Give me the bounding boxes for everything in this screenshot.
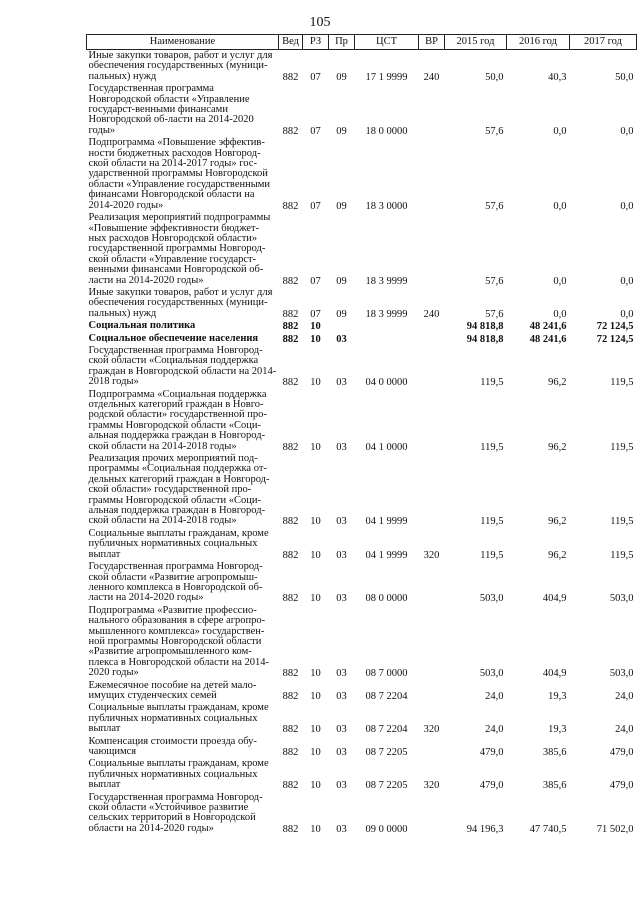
cell-cst: 18 3 0000 <box>365 200 408 212</box>
cell-name: Социальная политика <box>88 320 196 332</box>
header-vr: ВР <box>419 35 445 50</box>
cell-2016: 19,3 <box>548 724 567 736</box>
header-2017: 2017 год <box>570 35 637 50</box>
cell-ved: 882 <box>282 200 299 212</box>
cell-name: Реализация прочих мероприятий под-программы «Социальная поддержка от-дельных категорий граждан в Новгород-ской области» государственной про-граммы Новгородской области «Соци-альная поддержка граждан в Новгород-ской области на 2014-2018 годы» <box>88 453 270 527</box>
cell-name: Иные закупки товаров, работ и услуг для обеспечения государственных (муници-пальных) нужд <box>88 50 273 82</box>
cell-2015: 57,6 <box>485 200 504 212</box>
cell-pr: 09 <box>336 125 347 137</box>
cell-cst: 09 0 0000 <box>365 823 408 835</box>
cell-ved: 882 <box>282 516 299 528</box>
cell-2016: 19,3 <box>548 690 567 702</box>
table-row <box>87 702 637 735</box>
cell-pr: 03 <box>336 441 347 453</box>
table-row <box>87 758 637 791</box>
cell-2017: 0,0 <box>620 125 634 137</box>
cell-2015: 24,0 <box>485 724 504 736</box>
cell-2015: 24,0 <box>485 690 504 702</box>
cell-pr: 09 <box>336 71 347 83</box>
cell-2015: 94 196,3 <box>466 823 504 835</box>
table-row <box>87 137 637 212</box>
cell-pr: 03 <box>336 516 347 528</box>
cell-name: Реализация мероприятий подпрограммы «Повышение эффективности бюджет-ных расходов Новгородской области» государственной программы Новгород-ской области «Управление государст-венными финансами Новгородской об-ласти на 2014-2020 годы» <box>88 212 271 286</box>
cell-vr <box>419 605 445 680</box>
cell-name: Подпрограмма «Повышение эффектив-ности бюджетных расходов Новгород-ской области на 2014-2017 годы» гос-ударственной программы Новгородской области «Управление государственными финансами Новгородской области на 2014-2020 годы» <box>88 137 271 211</box>
table-row <box>87 212 637 287</box>
cell-cst: 08 0 0000 <box>365 593 408 605</box>
cell-cst: 04 1 9999 <box>365 549 408 561</box>
cell-2016: 385,6 <box>542 747 567 758</box>
cell-vr <box>419 680 445 703</box>
cell-vr <box>419 212 445 287</box>
cell-2017: 119,5 <box>610 516 634 528</box>
table-header-row <box>87 35 637 50</box>
cell-rz: 10 <box>310 668 321 680</box>
cell-ved: 882 <box>282 125 299 137</box>
cell-2015: 479,0 <box>479 747 504 758</box>
cell-pr: 03 <box>336 823 347 835</box>
cell-cst: 18 3 9999 <box>365 275 408 287</box>
cell-ved: 882 <box>282 593 299 605</box>
cell-2016: 47 740,5 <box>529 823 567 835</box>
cell-name: Государственная программа Новгород-ской области «Развитие агропромыш-ленного комплекса в Новгородской об-ласти на 2014-2020 годы» <box>88 561 263 604</box>
cell-2016: 48 241,6 <box>529 321 567 333</box>
cell-name: Ежемесячное пособие на детей мало-имущих студенческих семей <box>88 679 257 701</box>
cell-2016: 385,6 <box>542 780 567 792</box>
cell-2017: 503,0 <box>609 668 634 680</box>
cell-pr: 03 <box>336 724 347 736</box>
cell-ved: 882 <box>282 780 299 792</box>
cell-cst: 04 1 0000 <box>365 441 408 453</box>
cell-vr <box>419 320 445 332</box>
cell-pr: 09 <box>336 275 347 287</box>
cell-ved: 882 <box>282 377 299 389</box>
cell-vr <box>419 561 445 605</box>
cell-2015: 503,0 <box>479 593 504 605</box>
cell-2015: 57,6 <box>485 125 504 137</box>
cell-2016: 96,2 <box>548 377 567 389</box>
cell-vr <box>419 83 445 137</box>
cell-cst: 18 3 9999 <box>365 308 408 320</box>
cell-ved: 882 <box>282 549 299 561</box>
cell-name: Государственная программа Новгородской области «Управление государст-венными финансами Новгородской об-ласти на 2014-2020 годы» <box>88 83 254 136</box>
cell-2015: 94 818,8 <box>466 333 504 345</box>
cell-cst: 08 7 2204 <box>365 724 408 736</box>
cell-2017: 71 502,0 <box>596 823 634 835</box>
header-name: Наименование <box>87 35 279 50</box>
cell-2017: 479,0 <box>609 780 634 792</box>
header-rz: РЗ <box>303 35 329 50</box>
cell-cst: 08 7 2205 <box>365 747 408 758</box>
cell-2016: 0,0 <box>553 308 567 320</box>
cell-cst: 04 1 9999 <box>365 516 408 528</box>
cell-2017: 24,0 <box>615 724 634 736</box>
cell-pr: 09 <box>336 308 347 320</box>
cell-2017: 72 124,5 <box>596 333 634 345</box>
cell-rz: 07 <box>310 71 321 83</box>
cell-2015: 119,5 <box>480 441 504 453</box>
cell-2016: 96,2 <box>548 516 567 528</box>
cell-2017: 0,0 <box>620 275 634 287</box>
header-2016: 2016 год <box>507 35 570 50</box>
cell-pr: 03 <box>336 333 347 345</box>
cell-2015: 57,6 <box>485 308 504 320</box>
cell-name: Социальное обеспечение населения <box>88 332 259 344</box>
cell-2017: 119,5 <box>610 549 634 561</box>
cell-pr: 03 <box>336 668 347 680</box>
cell-ved: 882 <box>282 747 299 758</box>
cell-vr: 320 <box>423 724 440 736</box>
cell-pr: 03 <box>336 690 347 702</box>
cell-2017: 50,0 <box>615 71 634 83</box>
cell-vr <box>419 333 445 345</box>
cell-2017: 24,0 <box>615 690 634 702</box>
cell-vr <box>419 792 445 836</box>
cell-rz: 07 <box>310 275 321 287</box>
cell-pr: 03 <box>336 549 347 561</box>
cell-vr: 320 <box>423 780 440 792</box>
cell-vr: 240 <box>423 71 440 83</box>
cell-2016: 96,2 <box>548 549 567 561</box>
header-pr: Пр <box>329 35 355 50</box>
cell-rz: 10 <box>310 441 321 453</box>
header-cst: ЦСТ <box>355 35 419 50</box>
table-row <box>87 680 637 703</box>
cell-vr <box>419 137 445 212</box>
cell-ved: 882 <box>282 71 299 83</box>
cell-2015: 503,0 <box>479 668 504 680</box>
cell-cst: 08 7 2205 <box>365 780 408 792</box>
cell-cst: 08 7 2204 <box>365 690 408 702</box>
cell-2016: 404,9 <box>542 593 567 605</box>
cell-ved: 882 <box>282 321 299 333</box>
cell-2015: 479,0 <box>479 780 504 792</box>
cell-rz: 10 <box>310 549 321 561</box>
cell-rz: 10 <box>310 593 321 605</box>
cell-ved: 882 <box>282 724 299 736</box>
cell-2016: 96,2 <box>548 441 567 453</box>
cell-2016: 0,0 <box>553 275 567 287</box>
cell-name: Подпрограмма «Социальная поддержка отдельных категорий граждан в Новго-родской области» государственной про-граммы Новгородской области «Соци-альная поддержка граждан в Новгород-ской области на 2014-2018 годы» <box>88 388 267 452</box>
table-row <box>87 287 637 320</box>
table-row <box>87 453 637 528</box>
cell-rz: 10 <box>310 823 321 835</box>
cell-2017: 119,5 <box>610 441 634 453</box>
cell-rz: 10 <box>310 724 321 736</box>
cell-pr: 03 <box>336 593 347 605</box>
table-row <box>87 605 637 680</box>
header-ved: Вед <box>279 35 303 50</box>
cell-2017: 503,0 <box>609 593 634 605</box>
cell-rz: 10 <box>310 321 321 333</box>
cell-2016: 40,3 <box>548 71 567 83</box>
cell-pr: 03 <box>336 377 347 389</box>
table-row <box>87 333 637 345</box>
cell-cst: 17 1 9999 <box>365 71 408 83</box>
cell-2017: 479,0 <box>609 747 634 758</box>
cell-2015: 57,6 <box>485 275 504 287</box>
table-row <box>87 736 637 759</box>
page-number: 105 <box>309 15 331 30</box>
cell-rz: 10 <box>310 333 321 345</box>
budget-table <box>86 34 637 835</box>
cell-cst: 04 0 0000 <box>365 377 408 389</box>
cell-cst <box>355 333 419 345</box>
cell-pr: 09 <box>336 200 347 212</box>
cell-2017: 0,0 <box>620 200 634 212</box>
cell-ved: 882 <box>282 690 299 702</box>
cell-2017: 72 124,5 <box>596 321 634 333</box>
table-row <box>87 320 637 332</box>
cell-name: Государственная программа Новгород-ской области «Устойчивое развитие сельских территорий в Новгородской области на 2014-2020 годы» <box>88 791 263 834</box>
cell-ved: 882 <box>282 441 299 453</box>
table-row <box>87 792 637 836</box>
cell-vr: 320 <box>423 549 440 561</box>
cell-rz: 07 <box>310 308 321 320</box>
cell-ved: 882 <box>282 333 299 345</box>
cell-name: Социальные выплаты гражданам, кроме публичных нормативных социальных выплат <box>88 702 269 735</box>
cell-rz: 07 <box>310 125 321 137</box>
cell-pr: 03 <box>336 780 347 792</box>
cell-ved: 882 <box>282 308 299 320</box>
table-row <box>87 389 637 453</box>
cell-name: Компенсация стоимости проезда обу-чающимся <box>88 735 257 757</box>
cell-2017: 119,5 <box>610 377 634 389</box>
cell-2015: 119,5 <box>480 516 504 528</box>
table-row <box>87 83 637 137</box>
cell-2015: 50,0 <box>485 71 504 83</box>
cell-vr <box>419 453 445 528</box>
cell-2016: 404,9 <box>542 668 567 680</box>
cell-pr <box>329 320 355 332</box>
header-2015: 2015 год <box>445 35 507 50</box>
cell-rz: 07 <box>310 200 321 212</box>
cell-2017: 0,0 <box>620 308 634 320</box>
cell-name: Иные закупки товаров, работ и услуг для обеспечения государственных (муници-пальных) нужд <box>88 286 273 319</box>
cell-vr <box>419 345 445 389</box>
cell-ved: 882 <box>282 668 299 680</box>
cell-2015: 119,5 <box>480 549 504 561</box>
cell-2015: 119,5 <box>480 377 504 389</box>
table-body <box>87 50 637 836</box>
table-row <box>87 561 637 605</box>
cell-rz: 10 <box>310 690 321 702</box>
cell-cst <box>355 320 419 332</box>
table-row <box>87 50 637 84</box>
cell-2015: 94 818,8 <box>466 321 504 333</box>
cell-name: Подпрограмма «Развитие профессио-нального образования в сфере агропро-мышленного комплекса» государствен-ной программы Новгородской области «Развитие агропромышленного ком-плекса в Новгородской области на 2014-2020 годы» <box>88 604 269 679</box>
cell-cst: 18 0 0000 <box>365 125 408 137</box>
cell-name: Социальные выплаты гражданам, кроме публичных нормативных социальных выплат <box>88 527 269 560</box>
cell-2016: 0,0 <box>553 200 567 212</box>
cell-vr <box>419 736 445 759</box>
cell-rz: 10 <box>310 377 321 389</box>
cell-2016: 0,0 <box>553 125 567 137</box>
cell-rz: 10 <box>310 516 321 528</box>
cell-name: Государственная программа Новгород-ской области «Социальная поддержка граждан в Новгородской области на 2014-2018 годы» <box>88 344 277 388</box>
cell-rz: 10 <box>310 780 321 792</box>
cell-name: Социальные выплаты гражданам, кроме публичных нормативных социальных выплат <box>88 758 269 791</box>
cell-cst: 08 7 0000 <box>365 668 408 680</box>
cell-2016: 48 241,6 <box>529 333 567 345</box>
cell-vr <box>419 389 445 453</box>
cell-pr: 03 <box>336 747 347 758</box>
table-row <box>87 528 637 561</box>
cell-ved: 882 <box>282 275 299 287</box>
table-row <box>87 345 637 389</box>
cell-ved: 882 <box>282 823 299 835</box>
cell-rz: 10 <box>310 747 321 758</box>
cell-vr: 240 <box>423 308 440 320</box>
